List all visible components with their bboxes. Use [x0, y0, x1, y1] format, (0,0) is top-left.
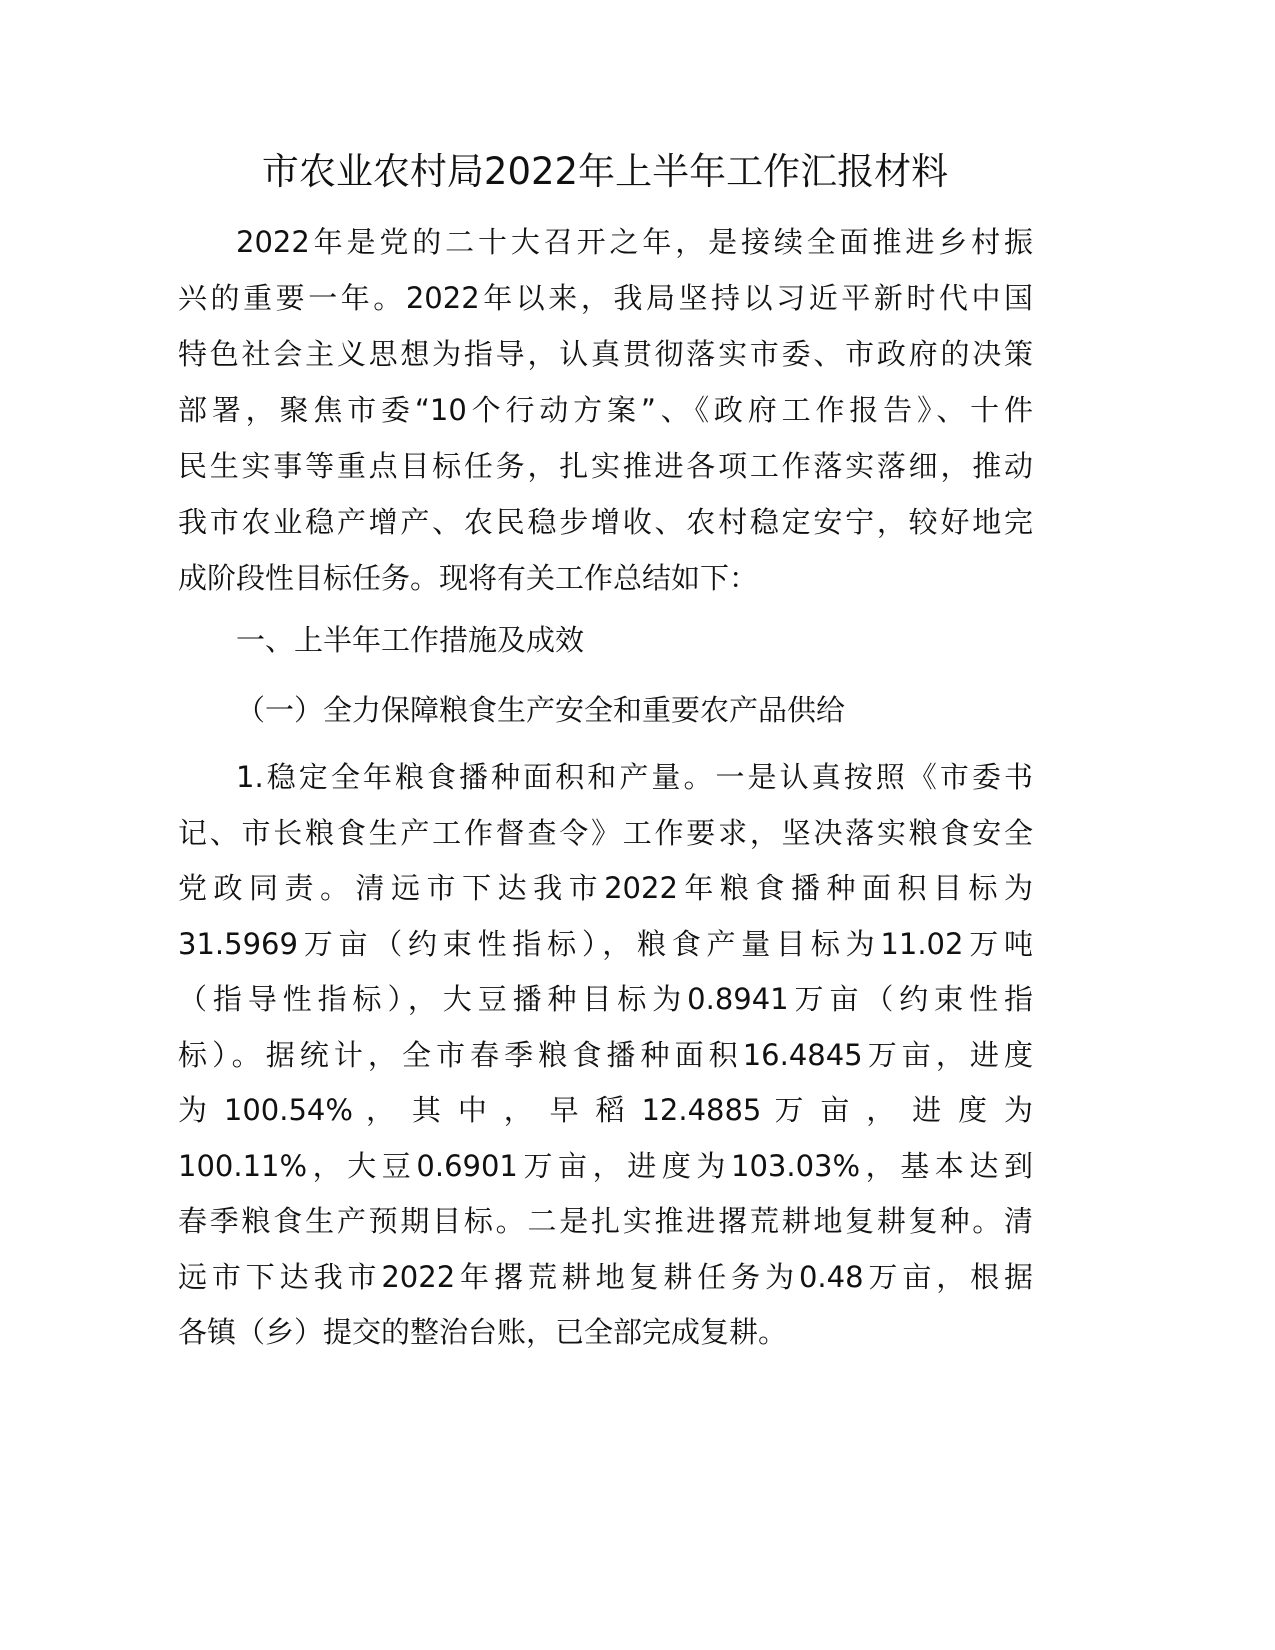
text-line: 2022年是党的二十大召开之年，是接续全面推进乡村振 — [236, 225, 1033, 259]
text-line: 各镇（乡）提交的整治台账，已全部完成复耕。 — [178, 1315, 788, 1349]
document-title: 市农业农村局2022年上半年工作汇报材料 — [261, 150, 949, 193]
text-line: 一、上半年工作措施及成效 — [236, 623, 585, 657]
text-line: 民生实事等重点目标任务，扎实推进各项工作落实落细，推动 — [178, 449, 1033, 483]
section-heading — [178, 612, 1033, 668]
text-line: 党政同责。清远市下达我市2022年粮食播种面积目标为 — [178, 871, 1033, 905]
intro-paragraph — [178, 214, 1033, 606]
subsection-heading — [178, 682, 1033, 738]
text-line: 31.5969万亩（约束性指标），粮食产量目标为11.02万吨 — [178, 926, 1033, 961]
text-line: 远市下达我市2022年撂荒耕地复耕任务为0.48万亩，根据 — [178, 1259, 1033, 1294]
text-line: 记、市长粮食生产工作督查令》工作要求，坚决落实粮食安全 — [178, 815, 1033, 850]
text-line: 特色社会主义思想为指导，认真贯彻落实市委、市政府的决策 — [178, 337, 1033, 371]
text-line: 我市农业稳产增产、农民稳步增收、农村稳定安宁，较好地完 — [178, 505, 1033, 539]
text-line: 兴的重要一年。2022年以来，我局坚持以习近平新时代中国 — [178, 281, 1033, 315]
text-line: 春季粮食生产预期目标。二是扎实推进撂荒耕地复耕复种。清 — [178, 1204, 1033, 1238]
text-line: 部署，聚焦市委“10个行动方案”、《政府工作报告》、十件 — [178, 393, 1033, 427]
text-line: 标）。据统计，全市春季粮食播种面积16.4845万亩，进度 — [178, 1037, 1033, 1072]
text-line: （指导性指标），大豆播种目标为0.8941万亩（约束性指 — [178, 982, 1033, 1016]
text-line: （一）全力保障粮食生产安全和重要农产品供给 — [236, 693, 846, 727]
text-line: 为 100.54% ， 其 中 ， 早 稻 12.4885 万 亩 ， 进 度 为 — [178, 1093, 1033, 1127]
text-line: 100.11%，大豆0.6901万亩，进度为103.03%，基本达到 — [178, 1148, 1033, 1183]
text-line: 1.稳定全年粮食播种面积和产量。一是认真按照《市委书 — [236, 760, 1033, 794]
text-line: 成阶段性目标任务。现将有关工作总结如下： — [178, 561, 759, 595]
grain-production-paragraph — [178, 750, 1033, 1361]
